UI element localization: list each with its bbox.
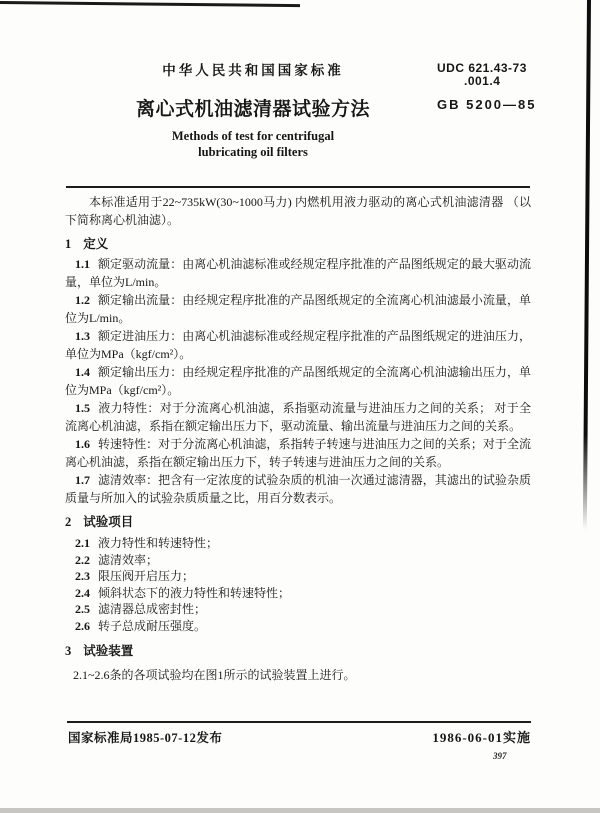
clause-1-6-number: 1.6: [75, 437, 90, 451]
clause-2-1-number: 2.1: [75, 536, 90, 550]
clause-2-3-number: 2.3: [75, 569, 90, 583]
scan-artifact-bottom-band: [0, 808, 600, 813]
clause-1-3-text: 额定进油压力：由离心机油滤标准或经规定程序批准的产品图纸规定的进油压力，单位为MPa（kgf/cm²）。: [65, 329, 531, 361]
section-2-heading: [65, 513, 531, 531]
clause-1-6: [65, 435, 531, 471]
clause-2-3: [65, 568, 531, 585]
clause-1-1-text: 额定驱动流量：由离心机油滤标准或经规定程序批准的产品图纸规定的最大驱动流量，单位为L/min。: [65, 257, 531, 289]
scope-paragraph: 本标准适用于22~735kW(30~1000马力) 内燃机用液力驱动的离心式机油滤清器 （以下简称离心机油滤）。: [65, 195, 531, 227]
udc-classification: [437, 62, 527, 88]
section-3-paragraph: 2.1~2.6条的各项试验均在图1所示的试验装置上进行。: [73, 668, 356, 682]
clause-1-5: [65, 399, 531, 435]
udc-line1: UDC 621.43-73: [437, 61, 527, 75]
clause-1-5-text: 液力特性：对于分流离心机油滤，系指驱动流量与进油压力之间的关系； 对于全流离心机油滤，系指在额定输出压力下，驱动流量、输出流量与进油压力之间的关系。: [65, 401, 531, 433]
document-title-en: [65, 128, 441, 160]
clause-2-1: [65, 535, 531, 552]
clause-1-2-text: 额定输出流量：由经规定程序批准的产品图纸规定的全流离心机油滤最小流量，单位为L/min。: [65, 293, 531, 325]
scan-artifact-right-line: [583, 0, 591, 530]
clause-1-7: [65, 471, 531, 507]
section-2-number: 2: [65, 515, 72, 529]
clause-2-5-number: 2.5: [75, 602, 90, 616]
clause-2-4-text: 倾斜状态下的液力特性和转速特性；: [98, 585, 291, 600]
document-title-zh: 离心式机油滤清器试验方法: [135, 99, 370, 120]
clause-2-3-text: 限压阀开启压力；: [98, 569, 195, 583]
document-title-en-line1: Methods of test for centrifugal: [171, 129, 335, 143]
clause-1-3: [65, 327, 531, 363]
clause-2-1-text: 液力特性和转速特性；: [98, 536, 219, 550]
clause-2-6-text: 转子总成耐压强度。: [98, 618, 207, 633]
clause-2-2-number: 2.2: [75, 552, 90, 567]
udc-line2: .001.4: [464, 74, 501, 88]
clause-1-2: [65, 291, 531, 327]
section-3-number: 3: [65, 644, 72, 658]
clause-1-4-number: 1.4: [75, 365, 90, 379]
clause-1-1: [65, 255, 531, 291]
scan-artifact-top-line: [0, 1, 300, 7]
clause-1-7-number: 1.7: [75, 473, 90, 487]
clause-2-2: [65, 552, 531, 569]
clause-1-4-text: 额定输出压力：由经规定程序批准的产品图纸规定的全流离心机油滤输出压力，单位为MPa（kgf/cm²）。: [65, 365, 531, 397]
clause-2-2-text: 滤清效率；: [98, 552, 159, 567]
document-body: [65, 193, 531, 684]
clause-2-5-text: 滤清器总成密封性；: [98, 602, 207, 616]
document-title-en-line2: lubricating oil filters: [198, 145, 308, 159]
footer-rule: [67, 721, 531, 723]
section-1-heading: [65, 235, 531, 253]
footer-implemented-date: 1986-06-01实施: [432, 730, 531, 745]
clause-1-7-text: 滤清效率：把含有一定浓度的试验杂质的机油一次通过滤清器，其滤出的试验杂质质量与所加入的试验杂质质量之比，用百分数表示。: [65, 473, 531, 505]
clause-2-4-number: 2.4: [75, 585, 90, 600]
clause-1-5-number: 1.5: [75, 401, 90, 415]
clause-1-4: [65, 363, 531, 399]
section-3-heading: [65, 642, 531, 660]
clause-2-6: [65, 618, 531, 635]
standard-code: GB 5200—85: [437, 97, 537, 112]
clause-1-3-number: 1.3: [75, 329, 90, 343]
clause-1-2-number: 1.2: [75, 293, 90, 307]
section-1-number: 1: [65, 237, 72, 251]
clause-1-1-number: 1.1: [75, 257, 90, 271]
footer-issued-date: 国家标准局1985-07-12发布: [68, 731, 223, 745]
header-rule: [66, 186, 530, 188]
standard-org-title: 中华人民共和国国家标准: [162, 63, 344, 78]
section-1-title: 定义: [83, 237, 109, 251]
clause-2-4: [65, 585, 531, 602]
clause-2-5: [65, 601, 531, 618]
page-number: 397: [493, 751, 507, 761]
clause-2-6-number: 2.6: [75, 618, 90, 633]
clause-1-6-text: 转速特性：对于分流离心机油滤，系指转子转速与进油压力之间的关系；对于全流离心机油滤，系指在额定输出压力下，转子转速与进油压力之间的关系。: [65, 437, 531, 469]
section-2-title: 试验项目: [83, 515, 134, 529]
section-3-title: 试验装置: [83, 644, 134, 658]
